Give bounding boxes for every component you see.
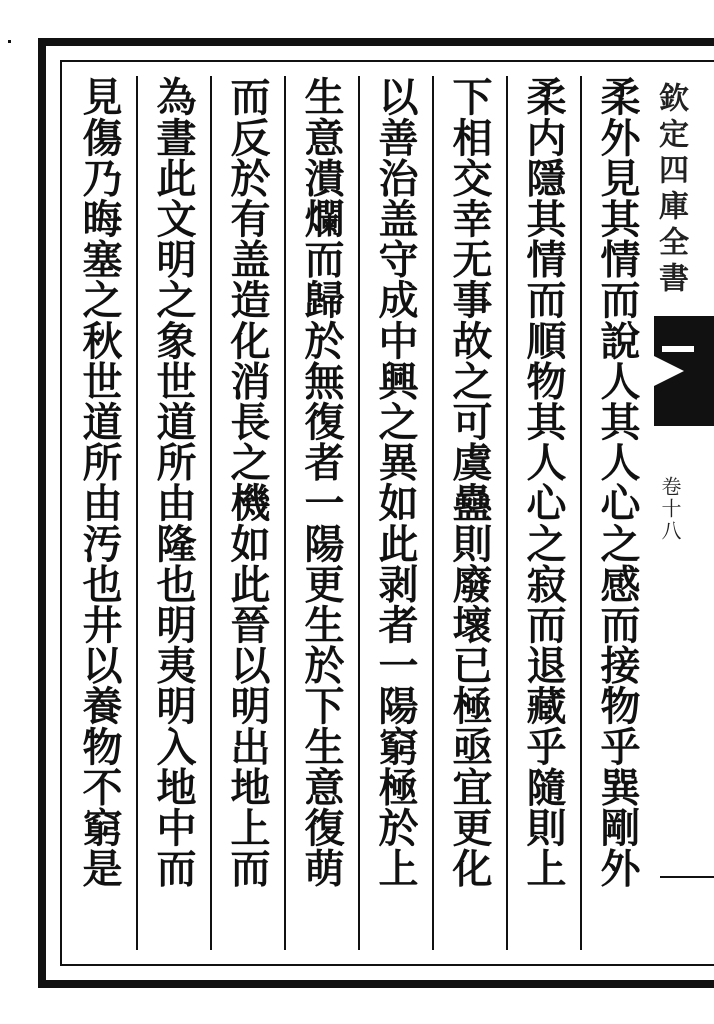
column-text: 柔内隱其情而順物其人心之寂而退藏乎隨則上: [520, 76, 567, 888]
column-text: 為晝此文明之象世道所由隆也明夷明入地中而: [150, 76, 197, 888]
scan-speck: [8, 40, 11, 43]
column-text: 柔外見其情而說人其人心之感而接物乎巽剛外: [594, 76, 641, 888]
text-frame: [60, 60, 714, 966]
page-margin-strip: [640, 46, 714, 980]
text-column-7: [136, 76, 210, 950]
volume-label: 卷十八: [658, 476, 682, 542]
page-frame: [38, 38, 714, 988]
column-text: 生意潰爛而歸於無復者一陽更生於下生意復萌: [298, 76, 345, 888]
column-text: 見傷乃晦塞之秋世道所由汚也井以養物不窮是: [76, 76, 123, 888]
text-column-8: [62, 76, 136, 950]
fishtail-mark-icon: [654, 316, 714, 426]
text-column-5: [284, 76, 358, 950]
text-column-6: [210, 76, 284, 950]
column-text: 而反於有盖造化消長之機如此晉以明出地上而: [224, 76, 271, 888]
book-title: 欽定四庫全書: [653, 82, 688, 298]
text-column-4: [358, 76, 432, 950]
column-text: 以善治盖守成中興之異如此剥者一陽窮極於上: [372, 76, 419, 888]
margin-rule: [660, 876, 714, 878]
text-column-2: [506, 76, 580, 950]
text-column-3: [432, 76, 506, 950]
column-text: 下相交幸无事故之可虞蠱則廢壞已極亟宜更化: [446, 76, 493, 888]
